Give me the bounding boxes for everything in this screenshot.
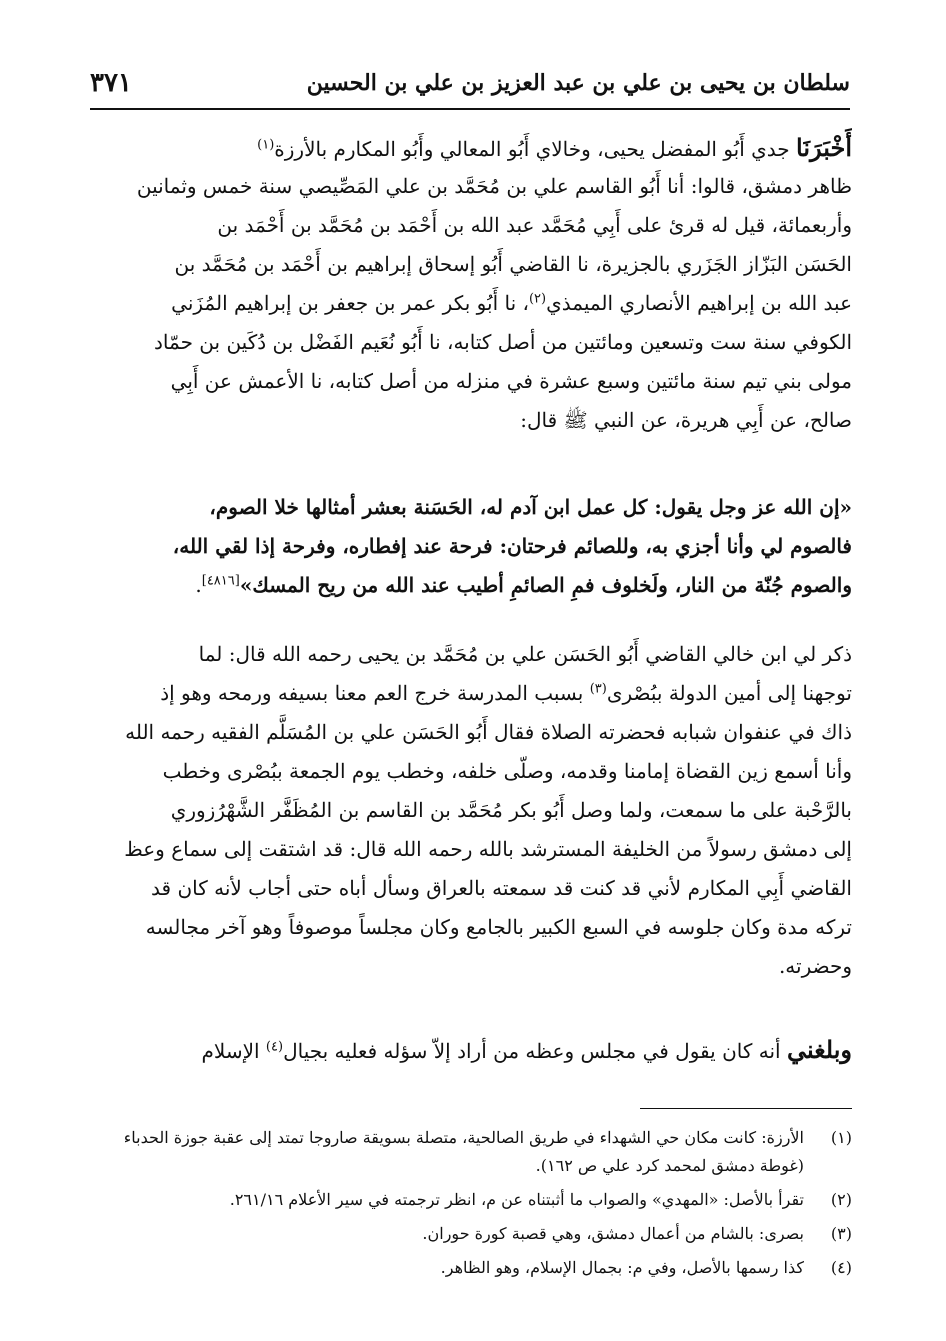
- text-line: وأنا أسمع زين القضاة إمامنا وقدمه، وصلّى خلفه، وخطب يوم الجمعة ببُصْرى وخطب: [162, 759, 852, 783]
- footnote-text: كذا رسمها بالأصل، وفي م: بجمال الإسلام، وهو الظاهر.: [440, 1258, 804, 1277]
- header-rule: [90, 108, 850, 110]
- footnote-number: (١): [830, 1128, 852, 1147]
- footnote-number: (٤): [830, 1258, 852, 1277]
- paragraph-3: [90, 1030, 852, 1069]
- lead-word: أَخْبَرَنَا: [796, 133, 852, 162]
- footnote: [90, 1124, 852, 1180]
- footnote: [90, 1220, 852, 1248]
- text-line: إلى دمشق رسولاً من الخليفة المسترشد بالله رحمه الله قال: قد اشتقت إلى سماع وعظ: [124, 837, 852, 861]
- text-line: ظاهر دمشق، قالوا: أنا أَبُو القاسم علي بن مُحَمَّد بن علي المَصِّيصي سنة خمس وثمانين: [136, 174, 852, 198]
- text-line: فالصوم لي وأنا أجزي به، وللصائم فرحتان: فرحة عند إفطاره، وفرحة إذا لقي الله،: [172, 534, 852, 558]
- footnote-text: تقرأ بالأصل: «المهدي» والصواب ما أثبتناه عن م، انظر ترجمته في سير الأعلام ٢٦١/١٦.: [229, 1190, 804, 1209]
- footnote-ref[interactable]: (٤): [265, 1039, 284, 1055]
- footnote-ref[interactable]: (٢): [528, 291, 547, 307]
- text-line: بالرَّحْبة على ما سمعت، ولما وصل أَبُو بكر مُحَمَّد بن القاسم بن المُظَفَّر الشَّهْرُزوري: [170, 798, 852, 822]
- text-line: أَخْبَرَنَا جدي أَبُو المفضل يحيى، وخالاي أَبُو المعالي وأَبُو المكارم بالأرزة$^{(١)}$: [257, 133, 852, 162]
- hadith-quote: [90, 488, 852, 605]
- text-line: صالح، عن أَبِي هريرة، عن النبي ﷺ قال:: [520, 408, 852, 432]
- text-line: وأربعمائة، قيل له قرئ على أَبِي مُحَمَّد عبد الله بن أَحْمَد بن مُحَمَّد بن أَحْمَد بن: [217, 213, 852, 237]
- text-line: القاضي أَبِي المكارم لأني قد كنت قد سمعته بالعراق وسأل أباه حتى أجاب لأنه كان قد: [151, 876, 852, 900]
- footnote-ref[interactable]: (٣): [589, 681, 607, 697]
- text-line: ذكر لي ابن خالي القاضي أَبُو الحَسَن علي بن مُحَمَّد بن يحيى رحمه الله قال: لما: [198, 642, 852, 666]
- footnote-divider: [640, 1108, 852, 1109]
- text-line: الحَسَن البَزّاز الجَزَري بالجزيرة، نا القاضي أَبُو إسحاق إبراهيم بن أَحْمَد بن مُحَمَّد بن: [174, 252, 852, 276]
- footnote: [90, 1254, 852, 1282]
- running-title: سلطان بن يحيى بن علي بن عبد العزيز بن علي بن الحسين: [306, 70, 850, 96]
- paragraph-2: [90, 635, 852, 986]
- footnote: [90, 1186, 852, 1214]
- page-number: ٣٧١: [90, 68, 132, 98]
- text-line: توجهنا إلى أمين الدولة ببُصْرى$^{(٣)}$ بسبب المدرسة خرج العم معنا بسيفه ورمحه وهو إذ: [160, 681, 852, 705]
- footnote-number: (٢): [830, 1190, 852, 1209]
- text-line: عبد الله بن إبراهيم الأنصاري الميمذي$^{(٢)}$، نا أَبُو بكر عمر بن جعفر بن إبراهيم المُزَني: [171, 291, 852, 315]
- lead-word: وبلغني: [786, 1035, 852, 1064]
- footnote-text: بصرى: بالشام من أعمال دمشق، وهي قصبة كورة حوران.: [422, 1224, 804, 1243]
- hadith-number: [٤٨١٦]: [201, 573, 240, 589]
- text-line: تركه مدة وكان جلوسه في السبع الكبير بالجامع وكان مجلساً موصوفاً وهو آخر مجالسه: [145, 915, 852, 939]
- text-line: ذاك في عنفوان شبابه فحضرته الصلاة فقال أَبُو الحَسَن علي بن المُسَلَّم الفقيه رحمه الله: [125, 720, 852, 744]
- footnote-number: (٣): [830, 1224, 852, 1243]
- running-header: [90, 60, 850, 110]
- text-line: والصوم جُنّة من النار، ولَخلوف فمِ الصائمِ أطيب عند الله من ريح المسك»[٤٨١٦].: [195, 573, 852, 597]
- footnote-text: الأرزة: كانت مكان حي الشهداء في طريق الصالحية، متصلة بسويقة صاروجا تمتد إلى عقبة جوزة الحدباء (غوطة دمشق لمحمد كرد علي ص ١٦٢).: [123, 1128, 804, 1175]
- paragraph-1: [90, 128, 852, 440]
- text-line: «إن الله عز وجل يقول: كل عمل ابن آدم له، الحَسَنة بعشر أمثالها خلا الصوم،: [209, 495, 852, 519]
- text-line: الكوفي سنة ست وتسعين ومائتين من أصل كتابه، نا أَبُو نُعَيم الفَضْل بن دُكَين بن حمّاد: [154, 330, 852, 354]
- text-line: وبلغني أنه كان يقول في مجلس وعظه من أراد إلاّ سؤله فعليه بجيال$^{(٤)}$ الإسلام: [201, 1035, 852, 1064]
- footnotes: [90, 1124, 852, 1288]
- text-line: وحضرته.: [778, 954, 852, 978]
- footnote-ref[interactable]: (١): [257, 137, 275, 153]
- text-line: مولى بني تيم سنة مائتين وسبع عشرة في منزله من أصل كتابه، نا الأعمش عن أَبِي: [170, 369, 852, 393]
